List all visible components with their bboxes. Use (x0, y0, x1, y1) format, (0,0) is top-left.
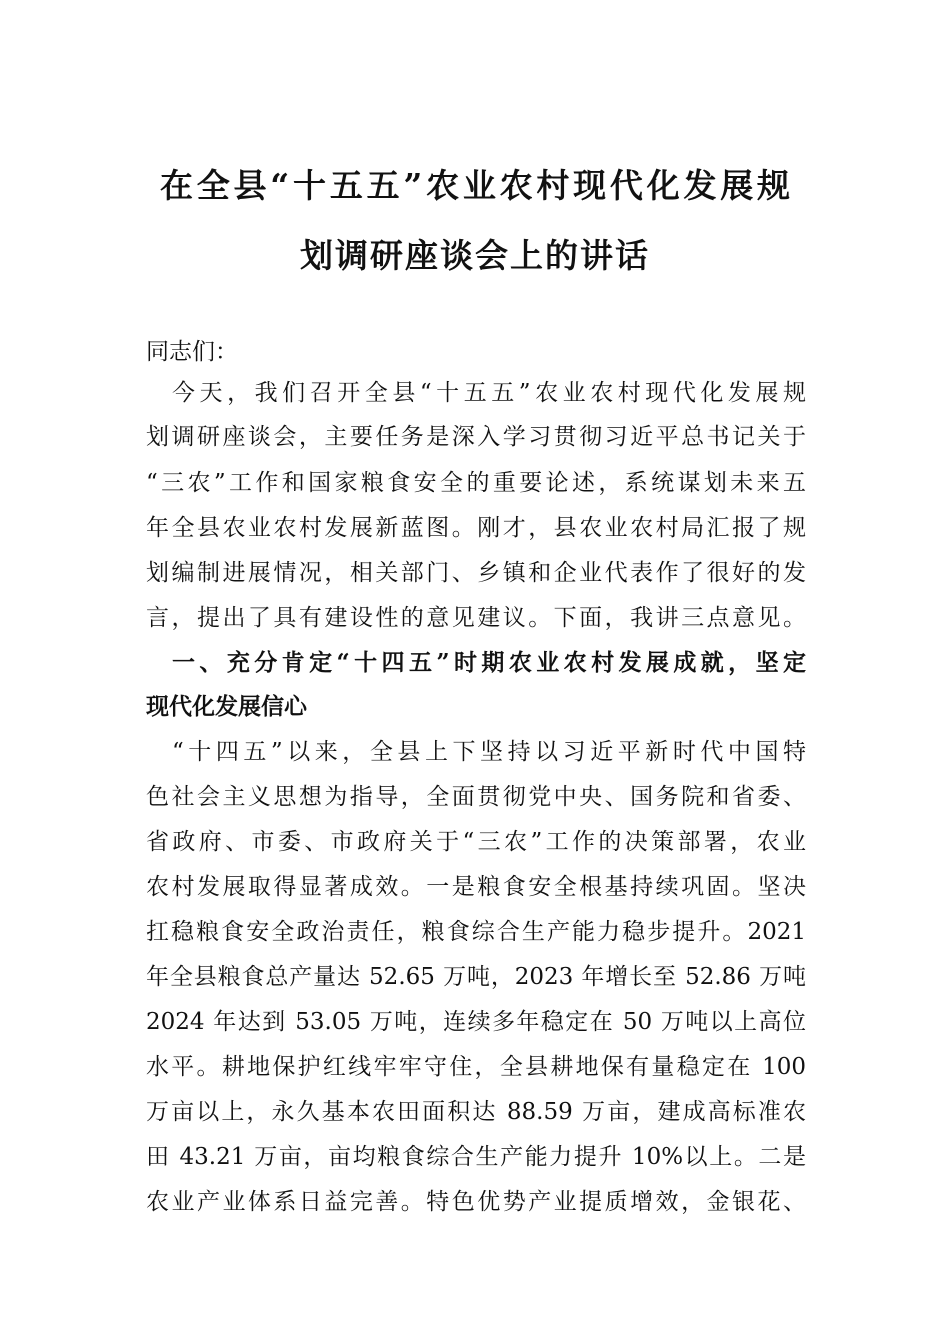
paragraph-line: 2024 年达到 53.05 万吨，连续多年稳定在 50 万吨以上高位 (146, 1009, 806, 1035)
paragraph-line: 农村发展取得显著成效。一是粮食安全根基持续巩固。坚决 (146, 874, 806, 900)
paragraph-line: 言，提出了具有建设性的意见建议。下面，我讲三点意见。 (146, 605, 806, 631)
section-heading-line: 现代化发展信心 (146, 693, 307, 720)
document-title-line-1: 在全县“十五五”农业农村现代化发展规 (160, 166, 790, 205)
paragraph-line: “三农”工作和国家粮食安全的重要论述，系统谋划未来五 (146, 470, 806, 496)
paragraph-line: 省政府、市委、市政府关于“三农”工作的决策部署，农业 (146, 829, 806, 855)
document-title-line-2: 划调研座谈会上的讲话 (300, 236, 650, 275)
paragraph-line: 今天，我们召开全县“十五五”农业农村现代化发展规 (172, 380, 806, 406)
paragraph-line: 色社会主义思想为指导，全面贯彻党中央、国务院和省委、 (146, 784, 806, 810)
paragraph-line: 划编制进展情况，相关部门、乡镇和企业代表作了很好的发 (146, 560, 806, 586)
paragraph-line: 年全县农业农村发展新蓝图。刚才，县农业农村局汇报了规 (146, 515, 806, 541)
paragraph-line: 万亩以上，永久基本农田面积达 88.59 万亩，建成高标准农 (146, 1099, 806, 1125)
paragraph-line: 农业产业体系日益完善。特色优势产业提质增效，金银花、 (146, 1189, 806, 1215)
paragraph-line: 年全县粮食总产量达 52.65 万吨，2023 年增长至 52.86 万吨 (146, 964, 806, 990)
paragraph-line: “十四五”以来，全县上下坚持以习近平新时代中国特 (172, 739, 806, 765)
paragraph-line: 扛稳粮食安全政治责任，粮食综合生产能力稳步提升。2021 (146, 919, 806, 945)
paragraph-line: 水平。耕地保护红线牢牢守住，全县耕地保有量稳定在 100 (146, 1054, 806, 1080)
section-heading-line: 一、充分肯定“十四五”时期农业农村发展成就，坚定 (172, 649, 806, 676)
salutation: 同志们： (146, 339, 238, 365)
paragraph-line: 田 43.21 万亩，亩均粮食综合生产能力提升 10%以上。二是 (146, 1144, 806, 1170)
paragraph-line: 划调研座谈会，主要任务是深入学习贯彻习近平总书记关于 (146, 424, 806, 450)
